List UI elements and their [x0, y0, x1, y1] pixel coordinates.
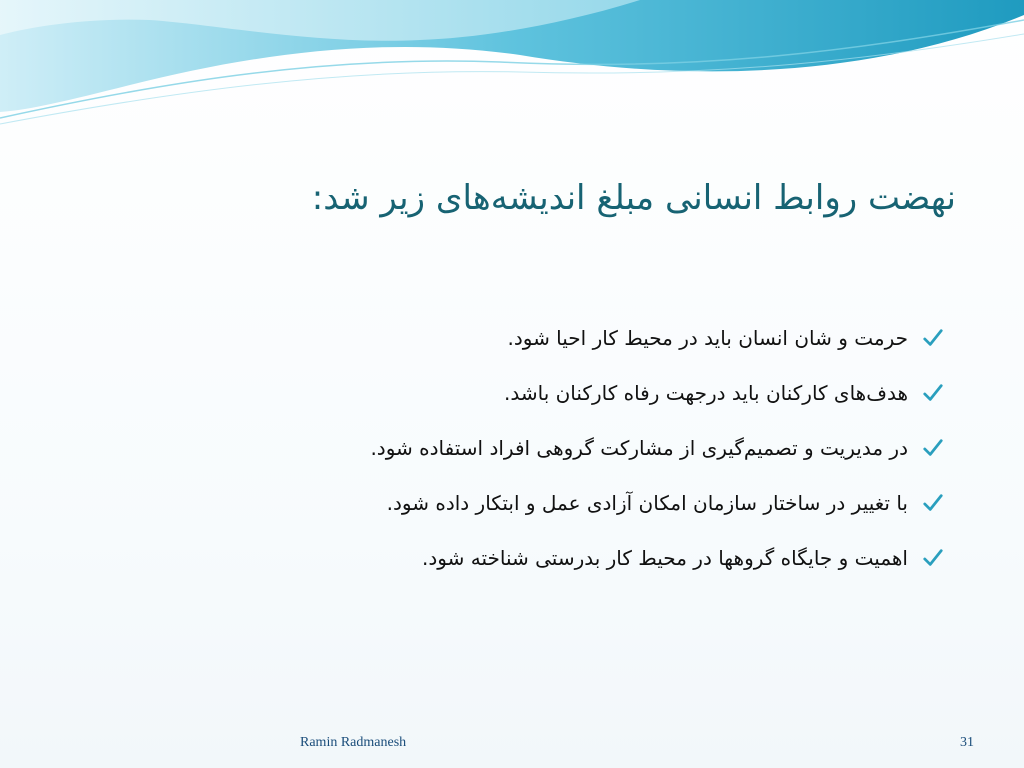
check-icon	[922, 547, 944, 569]
check-icon	[922, 492, 944, 514]
bullet-text: در مدیریت و تصمیم‌گیری از مشارکت گروهی افراد استفاده شود.	[370, 435, 908, 460]
bullet-list	[144, 310, 944, 585]
bullet-item	[144, 365, 944, 420]
check-icon	[922, 382, 944, 404]
check-icon	[922, 327, 944, 349]
bullet-item	[144, 530, 944, 585]
bullet-text: با تغییر در ساختار سازمان امکان آزادی عمل و ابتکار داده شود.	[386, 490, 908, 515]
bullet-text: اهمیت و جایگاه گروهها در محیط کار بدرستی شناخته شود.	[422, 545, 908, 570]
bullet-item	[144, 420, 944, 475]
header-wave-decoration	[0, 0, 1024, 140]
bullet-item	[144, 310, 944, 365]
slide-title: نهضت روابط انسانی مبلغ اندیشه‌های زیر شد:	[311, 178, 956, 218]
check-icon	[922, 437, 944, 459]
bullet-item	[144, 475, 944, 530]
footer-page-number: 31	[960, 735, 974, 750]
bullet-text: حرمت و شان انسان باید در محیط کار احیا شود.	[507, 325, 908, 350]
footer-author: Ramin Radmanesh	[300, 735, 407, 750]
bullet-text: هدف‌های کارکنان باید درجهت رفاه کارکنان باشد.	[503, 380, 908, 405]
